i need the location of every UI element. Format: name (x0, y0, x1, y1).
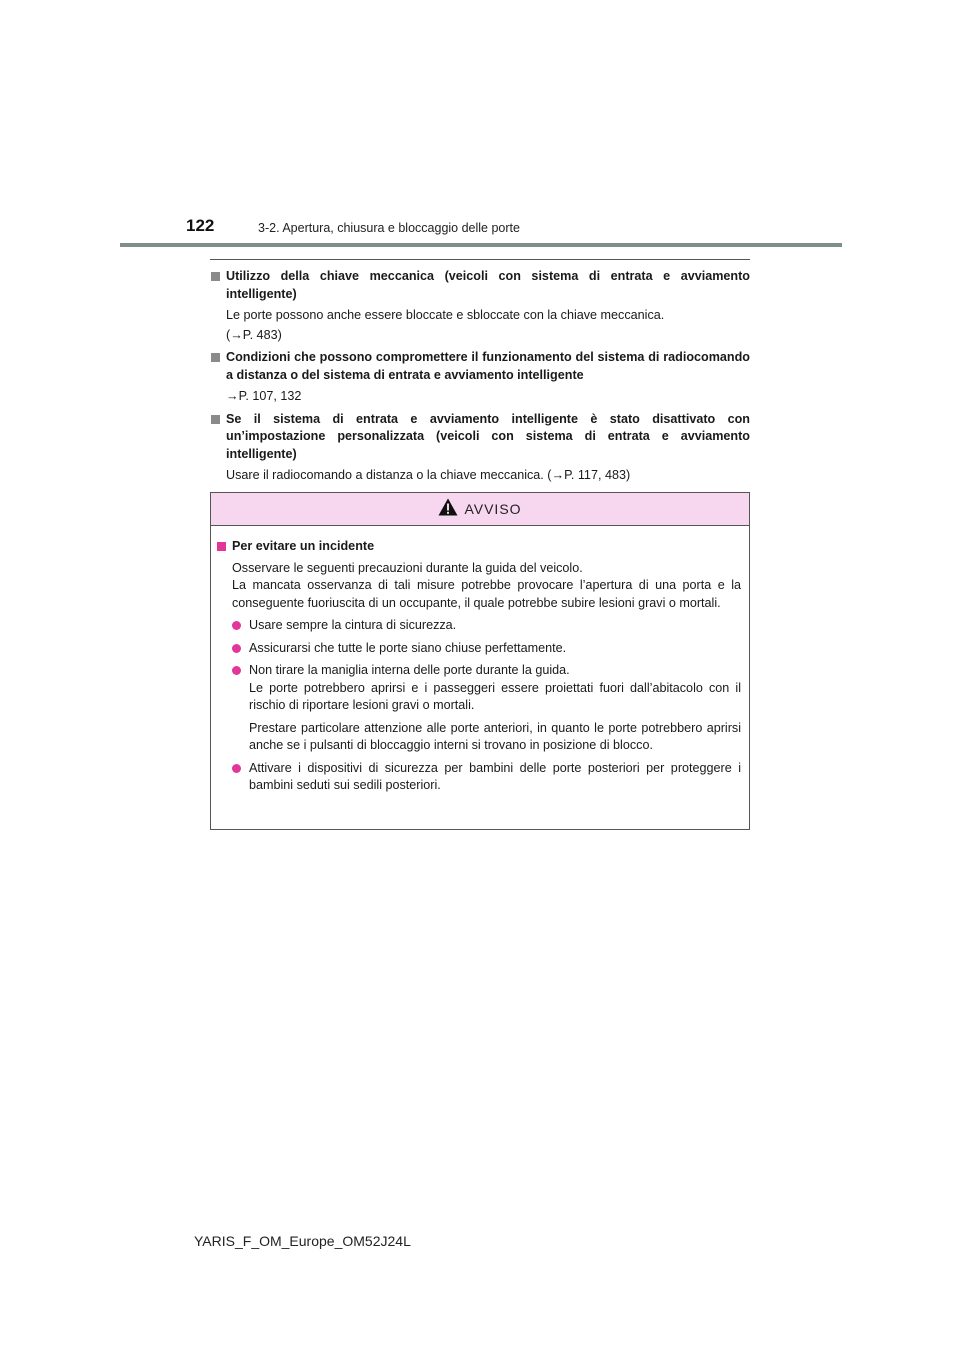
section-body: Usare il radiocomando a distanza o la chiave meccanica. (→P. 117, 483) (226, 468, 631, 482)
warning-intro-line: La mancata osservanza di tali misure potrebbe provocare l’apertura di una porta e la conseguente fuoriuscita di un occupante, il quale potrebbe subire lesioni gravi o mortali. (232, 578, 741, 610)
section-mechanical-key (210, 268, 750, 344)
bullet-text: Non tirare la maniglia interna delle porte durante la guida. (249, 663, 570, 677)
bullet-item (232, 760, 741, 795)
content-area (210, 268, 750, 490)
square-bullet-icon (211, 415, 220, 424)
content-rule (210, 259, 750, 260)
bullet-text: Usare sempre la cintura di sicurezza. (249, 618, 457, 632)
square-bullet-icon (217, 542, 226, 551)
round-bullet-icon (232, 644, 241, 653)
square-bullet-icon (211, 353, 220, 362)
bullet-item (232, 640, 741, 658)
bullet-item (232, 662, 741, 755)
round-bullet-icon (232, 764, 241, 773)
square-bullet-icon (211, 272, 220, 281)
section-disabled-system (210, 411, 750, 485)
warning-title: Per evitare un incidente (232, 539, 375, 553)
bullet-extra-text: Prestare particolare attenzione alle porte anteriori, in quanto le porte potrebbero aprirsi anche se i pulsanti di bloccaggio interni si trovano in posizione di blocco. (249, 720, 741, 752)
warning-intro (232, 560, 741, 613)
bullet-item (232, 617, 741, 635)
section-title-text: Utilizzo della chiave meccanica (veicoli con sistema di entrata e avviamento intelligente) (226, 269, 750, 301)
page-number: 122 (186, 216, 215, 235)
section-title-text: Se il sistema di entrata e avviamento intelligente è stato disattivato con un’impostazione personalizzata (veicoli con sistema di entrata e avviamento intelligente) (226, 411, 750, 461)
section-conditions (210, 349, 750, 406)
warning-header (211, 493, 749, 526)
warning-triangle-icon (438, 498, 458, 516)
section-body: Le porte possono anche essere bloccate e sbloccate con la chiave meccanica. (226, 308, 665, 322)
warning-body (211, 526, 749, 795)
page-reference: →P. 107, 132 (226, 389, 302, 403)
round-bullet-icon (232, 666, 241, 675)
bullet-text: Assicurarsi che tutte le porte siano chiuse perfettamente. (249, 640, 567, 655)
section-title: 3-2. Apertura, chiusura e bloccaggio delle porte (258, 221, 520, 235)
warning-label: AVVISO (464, 501, 522, 517)
warning-box (210, 492, 750, 830)
bullet-text: Attivare i dispositivi di sicurezza per bambini delle porte posteriori per proteggere i bambini seduti sui sedili posteriori. (249, 760, 741, 792)
footer-doc-code: YARIS_F_OM_Europe_OM52J24L (194, 1233, 411, 1249)
header-rule (120, 243, 842, 247)
warning-section (217, 538, 741, 795)
page-reference: (→P. 483) (226, 327, 282, 342)
round-bullet-icon (232, 621, 241, 630)
section-title-text: Condizioni che possono compromettere il funzionamento del sistema di radiocomando a distanza o del sistema di entrata e avviamento intelligente (226, 350, 750, 382)
bullet-text-line: Le porte potrebbero aprirsi e i passeggeri essere proiettati fuori dall’abitacolo con il rischio di riportare lesioni gravi o mortali. (249, 680, 741, 712)
warning-intro-line: Osservare le seguenti precauzioni durante la guida del veicolo. (232, 560, 583, 575)
